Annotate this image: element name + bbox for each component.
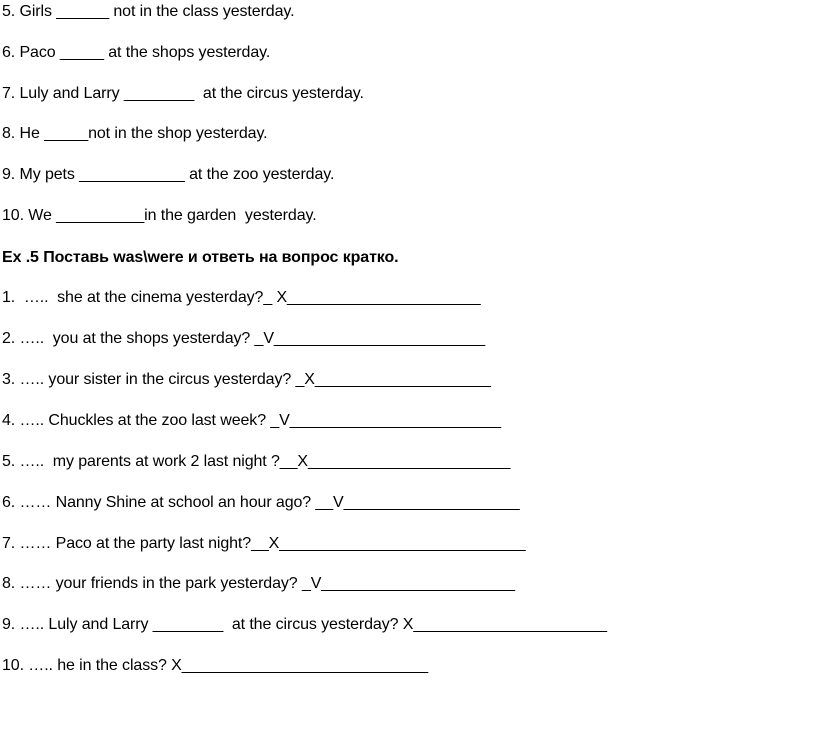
ex4-item-6: 6. Paco _____ at the shops yesterday. [2, 44, 271, 61]
ex5-item-5: 5. ….. my parents at work 2 last night ?__X_______________________ [2, 453, 511, 470]
ex5-item-7: 7. …… Paco at the party last night?__X____________________________ [2, 535, 526, 552]
ex5-item-2: 2. ….. you at the shops yesterday? _V________________________ [2, 330, 486, 347]
ex5-item-1: 1. ….. she at the cinema yesterday?_ X______________________ [2, 289, 481, 306]
ex5-item-3: 3. ….. your sister in the circus yesterday? _X____________________ [2, 371, 491, 388]
ex4-item-9: 9. My pets ____________ at the zoo yesterday. [2, 166, 335, 183]
ex5-heading: Ex .5 Поставь was\were и ответь на вопрос кратко. [2, 249, 399, 266]
ex4-item-10: 10. We __________in the garden yesterday. [2, 207, 317, 224]
ex5-item-4: 4. ….. Chuckles at the zoo last week? _V________________________ [2, 412, 501, 429]
ex5-item-9: 9. ….. Luly and Larry ________ at the circus yesterday? X______________________ [2, 616, 607, 633]
ex4-item-7: 7. Luly and Larry ________ at the circus yesterday. [2, 85, 364, 102]
ex5-item-6: 6. …… Nanny Shine at school an hour ago? __V____________________ [2, 494, 520, 511]
ex4-item-8: 8. He _____not in the shop yesterday. [2, 125, 268, 142]
ex5-item-8: 8. …… your friends in the park yesterday? _V______________________ [2, 575, 515, 592]
ex4-item-5: 5. Girls ______ not in the class yesterday. [2, 3, 295, 20]
ex5-item-10: 10. ….. he in the class? X____________________________ [2, 657, 429, 674]
